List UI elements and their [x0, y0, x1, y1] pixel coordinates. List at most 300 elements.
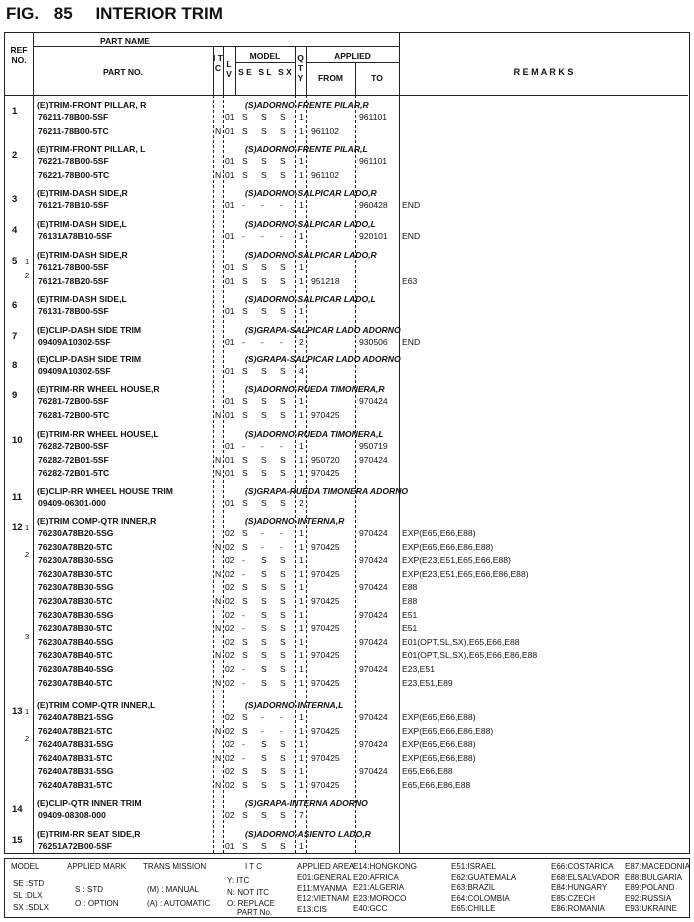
col-model-sl: S L	[258, 67, 272, 77]
model-applicability: S	[261, 498, 267, 508]
part-name-en: (E)CLIP-QTR INNER TRIM	[37, 798, 142, 808]
remarks: E51	[402, 623, 418, 634]
level-code: 01	[225, 468, 235, 479]
legend-mark-title: APPLIED MARK	[67, 862, 127, 871]
remarks: E51	[402, 609, 418, 620]
model-applicability: S	[280, 609, 286, 620]
model-applicability: S	[280, 169, 286, 180]
quantity: 1	[299, 664, 304, 674]
part-name-es: (S)GRAPA-RUEDA TIMONERA ADORNO	[245, 486, 409, 496]
model-applicability: -	[280, 231, 283, 241]
model-applicability: S	[280, 262, 286, 272]
itc-code: N	[215, 409, 222, 420]
model-applicability: S	[280, 766, 286, 777]
itc-code: N	[215, 454, 222, 465]
sub-ref-number: 1	[25, 707, 30, 716]
part-number: 76240A78B21-5SG	[38, 712, 114, 722]
quantity: 1	[299, 528, 304, 538]
model-applicability: -	[280, 200, 283, 210]
model-applicability: -	[242, 609, 245, 620]
col-ref: REF NO.	[10, 45, 28, 65]
applied-to: 950719	[359, 441, 388, 451]
model-applicability: S	[280, 555, 286, 566]
part-number: 76230A78B40-5TC	[38, 650, 113, 661]
part-name-en: (E)TRIM-DASH SIDE,L	[37, 219, 127, 229]
part-number: 76230A78B30-5TC	[38, 568, 113, 579]
model-applicability: -	[242, 200, 245, 210]
model-applicability: S	[242, 454, 248, 465]
remarks: END	[402, 337, 421, 347]
remarks: E01(OPT,SL,SX),E65,E66,E86,E88	[402, 650, 538, 661]
model-applicability: S	[280, 156, 286, 166]
applied-from: 950720	[311, 454, 340, 465]
remarks: E88	[402, 582, 418, 593]
itc-code: N	[215, 468, 222, 479]
col-from: FROM	[317, 73, 344, 83]
model-applicability: -	[261, 337, 264, 347]
remarks: E65,E66,E88	[402, 766, 453, 777]
remarks: END	[402, 200, 421, 210]
model-applicability: S	[242, 780, 248, 790]
col-to: TO	[371, 73, 383, 83]
level-code: 02	[225, 596, 235, 606]
level-code: 02	[225, 636, 235, 647]
quantity: 1	[299, 752, 304, 763]
ref-number: 8	[12, 360, 18, 371]
part-number: 76230A78B40-5TC	[38, 677, 113, 688]
level-code: 02	[225, 725, 235, 736]
legend-trans-title: TRANS MISSION	[143, 862, 207, 871]
col-qty: Q T Y	[297, 53, 304, 83]
level-code: 01	[225, 454, 235, 465]
model-applicability: S	[242, 366, 248, 376]
model-applicability: S	[242, 541, 248, 552]
model-applicability: S	[261, 636, 267, 647]
part-name-en: (E)TRIM-RR WHEEL HOUSE,L	[37, 429, 159, 439]
fig-number: 85	[53, 4, 73, 23]
sub-ref-number: 3	[25, 631, 30, 641]
model-applicability: S	[280, 498, 286, 508]
applied-to: 970424	[359, 454, 388, 465]
itc-code: N	[215, 125, 222, 136]
part-number: 09409-06301-000	[38, 498, 106, 508]
model-applicability: -	[261, 725, 264, 736]
part-number: 09409A10302-5SF	[38, 366, 111, 376]
model-applicability: S	[280, 752, 286, 763]
part-name-es: (S)ADORNO-ASIENTO LADO,R	[245, 829, 371, 839]
quantity: 2	[299, 498, 304, 508]
level-code: 01	[225, 337, 235, 347]
part-name-es: (S)ADORNO-SALPICAR LADO,R	[245, 188, 377, 198]
part-name-es: (S)ADORNO-SALPICAR LADO,L	[245, 219, 376, 229]
remarks: EXP(E65,E66,E88)	[402, 739, 476, 750]
part-name-en: (E)TRIM-FRONT PILLAR, R	[37, 100, 147, 110]
model-applicability: S	[261, 810, 267, 820]
level-code: 02	[225, 664, 235, 674]
level-code: 01	[225, 200, 235, 210]
model-applicability: S	[242, 596, 248, 606]
model-applicability: -	[242, 555, 245, 566]
applied-from: 970425	[311, 596, 340, 606]
legend	[4, 858, 690, 918]
model-applicability: S	[261, 596, 267, 606]
quantity: 1	[299, 275, 304, 286]
remarks: EXP(E65,E66,E88)	[402, 752, 476, 763]
ref-number: 6	[12, 300, 18, 311]
model-applicability: S	[242, 650, 248, 661]
applied-to: 970424	[359, 528, 388, 538]
model-applicability: S	[261, 275, 267, 286]
legend-itc-title: I T C	[245, 862, 263, 871]
model-applicability: -	[280, 541, 283, 552]
quantity: 7	[299, 810, 304, 820]
quantity: 1	[299, 200, 304, 210]
model-applicability: S	[280, 112, 286, 122]
level-code: 02	[225, 752, 235, 763]
area-code: E65:CHILLE	[451, 904, 496, 913]
model-applicability: S	[261, 306, 267, 316]
part-number: 76282-72B01-5SF	[38, 454, 109, 465]
model-applicability: -	[261, 541, 264, 552]
quantity: 1	[299, 468, 304, 479]
model-applicability: S	[242, 396, 248, 406]
applied-to: 970424	[359, 555, 388, 566]
ref-number: 2	[12, 150, 18, 161]
sub-ref-number: 2	[25, 270, 30, 280]
level-code: 02	[225, 541, 235, 552]
level-code: 02	[225, 780, 235, 790]
quantity: 1	[299, 650, 304, 661]
remarks: E88	[402, 596, 418, 606]
page-title: INTERIOR TRIM	[95, 4, 223, 23]
itc-code: N	[215, 169, 222, 180]
sub-ref-number: 2	[25, 550, 30, 560]
model-applicability: -	[242, 739, 245, 750]
level-code: 02	[225, 712, 235, 722]
quantity: 1	[299, 739, 304, 750]
part-number: 76230A78B30-5SG	[38, 555, 114, 566]
model-applicability: -	[242, 337, 245, 347]
part-name-es: (S)ADORNO-RUEDA TIMONERA,L	[245, 429, 384, 439]
part-number: 76230A78B40-5SG	[38, 636, 114, 647]
model-applicability: S	[280, 582, 286, 593]
model-applicability: S	[280, 810, 286, 820]
part-name-es: (S)GRAPA-SALPICAR LADO ADORNO	[245, 354, 401, 364]
part-number: 76281-72B00-5TC	[38, 409, 110, 420]
applied-to: 970424	[359, 712, 388, 722]
model-applicability: S	[261, 366, 267, 376]
area-code: E84:HUNGARY	[551, 883, 608, 892]
model-applicability: -	[261, 200, 264, 210]
quantity: 1	[299, 541, 304, 552]
part-name-en: (E)TRIM-DASH SIDE,R	[37, 188, 128, 198]
model-applicability: S	[242, 725, 248, 736]
model-applicability: S	[280, 366, 286, 376]
applied-from: 970425	[311, 409, 340, 420]
ref-number: 10	[12, 435, 23, 446]
itc-code: N	[215, 541, 222, 552]
model-applicability: S	[280, 841, 286, 851]
model-applicability: -	[280, 712, 283, 722]
area-code: E40:GCC	[353, 904, 388, 913]
level-code: 02	[225, 623, 235, 634]
model-applicability: S	[261, 766, 267, 777]
part-number: 76230A78B40-5SG	[38, 664, 114, 674]
area-code: E64:COLOMBIA	[451, 893, 510, 903]
level-code: 01	[225, 366, 235, 376]
level-code: 01	[225, 275, 235, 286]
itc-code: N	[215, 677, 222, 688]
model-applicability: S	[261, 650, 267, 661]
rule	[306, 62, 399, 63]
part-number: 76211-78B00-5SF	[38, 112, 109, 122]
part-name-en: (E)CLIP-DASH SIDE TRIM	[37, 325, 142, 335]
area-code: E68:ELSALVADOR	[551, 872, 620, 882]
remarks: E23,E51,E89	[402, 677, 453, 688]
itc-code: N	[215, 725, 222, 736]
applied-from: 961102	[311, 169, 340, 180]
level-code: 01	[225, 262, 235, 272]
legend-itc: O: REPLACE	[227, 899, 276, 908]
part-number: 76131A78B10-5SF	[38, 231, 113, 241]
part-name-es: (S)ADORNO-FRENTE PILAR,R	[245, 100, 369, 110]
level-code: 01	[225, 841, 235, 851]
legend-model-title: MODEL	[11, 862, 40, 871]
col-lv: L V	[226, 59, 232, 79]
quantity: 1	[299, 125, 304, 136]
quantity: 1	[299, 582, 304, 593]
quantity: 1	[299, 712, 304, 722]
remarks: E01(OPT,SL,SX),E65,E66,E88	[402, 636, 520, 647]
quantity: 1	[299, 725, 304, 736]
model-applicability: -	[280, 441, 283, 451]
model-applicability: -	[242, 231, 245, 241]
model-applicability: S	[280, 468, 286, 479]
applied-from: 970425	[311, 650, 340, 661]
level-code: 02	[225, 582, 235, 593]
part-name-en: (E)TRIM-DASH SIDE,L	[37, 294, 127, 304]
applied-to: 970424	[359, 664, 388, 674]
area-code: E66:COSTARICA	[551, 862, 614, 871]
part-number: 76221-78B00-5TC	[38, 169, 110, 180]
quantity: 1	[299, 409, 304, 420]
figure-heading	[6, 4, 223, 24]
model-applicability: S	[261, 156, 267, 166]
level-code: 01	[225, 396, 235, 406]
col-model-se: S E	[238, 67, 252, 77]
ref-number: 7	[12, 331, 18, 342]
area-code: E87:MACEDONIA	[625, 862, 690, 871]
area-code: E86:ROMANIA	[551, 904, 605, 913]
area-code: E13:CIS	[297, 904, 327, 914]
level-code: 02	[225, 739, 235, 750]
level-code: 02	[225, 609, 235, 620]
remarks: EXP(E65,E66,E86,E88)	[402, 541, 494, 552]
model-applicability: S	[280, 596, 286, 606]
model-applicability: S	[261, 468, 267, 479]
ref-number: 12	[12, 522, 23, 533]
part-name-en: (E)TRIM COMP-QTR INNER,L	[37, 700, 156, 710]
model-applicability: -	[242, 441, 245, 451]
part-number: 76230A78B30-5SG	[38, 609, 114, 620]
rule	[33, 33, 34, 95]
model-applicability: -	[242, 677, 245, 688]
area-code: E01:GENERAL	[297, 873, 352, 882]
model-applicability: S	[242, 810, 248, 820]
model-applicability: S	[261, 112, 267, 122]
remarks: EXP(E23,E51,E65,E66,E88)	[402, 555, 511, 566]
remarks: END	[402, 231, 421, 241]
model-applicability: -	[280, 528, 283, 538]
quantity: 1	[299, 568, 304, 579]
quantity: 1	[299, 262, 304, 272]
applied-to: 970424	[359, 582, 388, 593]
applied-to: 960428	[359, 200, 388, 210]
part-number: 76251A72B00-5SF	[38, 841, 113, 851]
rule	[355, 95, 356, 853]
ref-number: 5	[12, 256, 18, 267]
quantity: 1	[299, 555, 304, 566]
part-number: 76282-72B01-5TC	[38, 468, 110, 479]
legend-area-title: APPLIED AREA	[297, 862, 355, 871]
remarks: EXP(E65,E66,E86,E88)	[402, 725, 494, 736]
model-applicability: S	[280, 275, 286, 286]
model-applicability: S	[242, 841, 248, 851]
itc-code: N	[215, 780, 222, 790]
part-name-en: (E)TRIM-RR WHEEL HOUSE,R	[37, 384, 160, 394]
part-name-en: (E)TRIM-DASH SIDE,R	[37, 250, 128, 260]
area-code: E85:CZECH	[551, 893, 596, 903]
quantity: 1	[299, 454, 304, 465]
model-applicability: S	[242, 112, 248, 122]
model-applicability: S	[242, 125, 248, 136]
applied-from: 970425	[311, 780, 340, 790]
model-applicability: S	[242, 306, 248, 316]
area-code: E20:AFRICA	[353, 872, 399, 882]
model-applicability: S	[242, 528, 248, 538]
rule	[223, 95, 224, 853]
part-name-es: (S)GRAPA-INTERNA ADORNO	[245, 798, 368, 808]
model-applicability: -	[242, 752, 245, 763]
applied-to: 930506	[359, 337, 388, 347]
col-model-sx: S X	[278, 67, 292, 77]
part-number: 76230A78B30-5TC	[38, 596, 113, 606]
level-code: 02	[225, 810, 235, 820]
area-code: E63:BRAZIL	[451, 883, 496, 892]
itc-code: N	[215, 650, 222, 661]
model-applicability: S	[280, 568, 286, 579]
parts-table	[4, 32, 690, 854]
legend-model: SE :STD	[13, 879, 45, 888]
sub-ref-number: 1	[25, 257, 30, 266]
model-applicability: S	[261, 409, 267, 420]
legend-itc: Y: ITC	[227, 876, 250, 885]
part-number: 76240A78B31-5SG	[38, 766, 114, 777]
model-applicability: S	[261, 396, 267, 406]
col-model: MODEL	[249, 51, 281, 61]
col-part-name: PART NAME	[100, 36, 150, 46]
legend-mark: O : OPTION	[75, 899, 119, 908]
level-code: 02	[225, 677, 235, 688]
col-remarks: R E M A R K S	[513, 67, 574, 77]
model-applicability: S	[280, 125, 286, 136]
col-itc: I T C	[213, 53, 223, 73]
model-applicability: S	[242, 636, 248, 647]
level-code: 01	[225, 409, 235, 420]
rule	[306, 95, 307, 853]
part-name-en: (E)CLIP-DASH SIDE TRIM	[37, 354, 142, 364]
part-name-en: (E)TRIM-FRONT PILLAR, L	[37, 144, 146, 154]
area-code: E23:MOROCO	[353, 893, 407, 903]
level-code: 01	[225, 498, 235, 508]
rule	[33, 46, 399, 47]
quantity: 1	[299, 156, 304, 166]
model-applicability: -	[261, 231, 264, 241]
model-applicability: S	[261, 677, 267, 688]
model-applicability: S	[280, 396, 286, 406]
part-number: 76240A78B31-5TC	[38, 752, 113, 763]
applied-from: 970425	[311, 623, 340, 634]
rule	[33, 95, 34, 853]
quantity: 1	[299, 441, 304, 451]
model-applicability: S	[242, 275, 248, 286]
part-number: 76230A78B20-5SG	[38, 528, 114, 538]
level-code: 01	[225, 441, 235, 451]
part-name-es: (S)ADORNO-RUEDA TIMONERA,R	[245, 384, 385, 394]
quantity: 1	[299, 841, 304, 851]
model-applicability: S	[261, 739, 267, 750]
model-applicability: -	[242, 664, 245, 674]
applied-to: 920101	[359, 231, 388, 241]
model-applicability: S	[261, 664, 267, 674]
part-number: 76121-78B00-5SF	[38, 262, 109, 272]
remarks: E23,E51	[402, 664, 435, 674]
area-code: E11:MYANMA	[297, 883, 348, 893]
model-applicability: S	[280, 664, 286, 674]
quantity: 1	[299, 780, 304, 790]
model-applicability: S	[261, 780, 267, 790]
level-code: 01	[225, 156, 235, 166]
rule	[213, 95, 214, 853]
legend-itc: PART No.	[237, 908, 273, 917]
quantity: 1	[299, 169, 304, 180]
rule	[5, 95, 688, 96]
remarks: E65,E66,E86,E88	[402, 780, 471, 790]
area-code: E12:VIETNAM	[297, 894, 350, 903]
model-applicability: -	[280, 725, 283, 736]
model-applicability: S	[280, 636, 286, 647]
applied-to: 961101	[359, 156, 388, 166]
part-name-en: (E)TRIM-RR SEAT SIDE,R	[37, 829, 141, 839]
remarks: E63	[402, 275, 418, 286]
remarks: EXP(E23,E51,E65,E66,E86,E88)	[402, 568, 529, 579]
level-code: 01	[225, 112, 235, 122]
part-name-es: (S)ADORNO-INTERNA,L	[245, 700, 344, 710]
area-code: E51:ISRAEL	[451, 862, 496, 871]
legend-mark: S : STD	[75, 885, 104, 894]
applied-to: 961101	[359, 112, 388, 122]
applied-to: 970424	[359, 766, 388, 777]
model-applicability: S	[261, 262, 267, 272]
applied-from: 970425	[311, 677, 340, 688]
part-name-es: (S)ADORNO-SALPICAR LADO,R	[245, 250, 377, 260]
part-number: 76121-78B10-5SF	[38, 200, 109, 210]
model-applicability: -	[261, 528, 264, 538]
ref-number: 4	[12, 225, 18, 236]
model-applicability: S	[242, 712, 248, 722]
model-applicability: S	[280, 306, 286, 316]
applied-from: 970425	[311, 725, 340, 736]
